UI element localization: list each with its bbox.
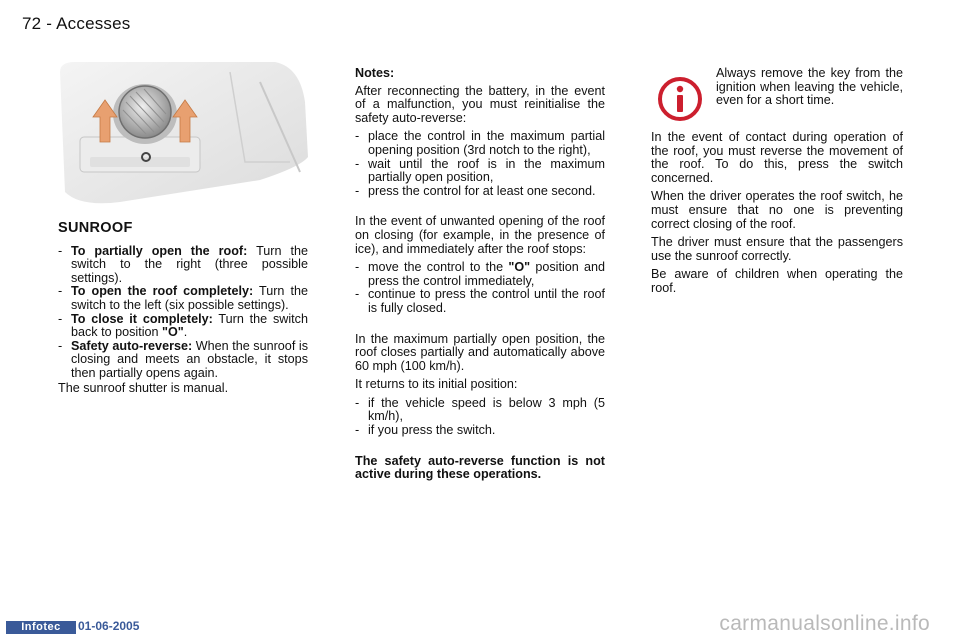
bullet-dash: - (355, 129, 360, 144)
position-code: "O" (162, 325, 184, 340)
sunroof-heading: SUNROOF (58, 220, 133, 236)
list-item (355, 130, 605, 157)
list-item (355, 261, 605, 288)
info-section (651, 131, 903, 301)
header-separator: - (46, 14, 53, 33)
bullet-dash: - (58, 243, 63, 258)
bullet-dash: - (355, 395, 360, 410)
list-item (355, 424, 605, 438)
bullet-dash: - (58, 284, 63, 299)
list-item (355, 397, 605, 424)
bullet-dash: - (355, 260, 360, 275)
bullet-dash: - (58, 338, 63, 353)
shutter-text: The sunroof shutter is manual. (58, 380, 229, 395)
list-item (355, 158, 605, 185)
watermark: carmanualsonline.info (719, 612, 930, 635)
returns-intro: It returns to its initial position: (355, 377, 518, 392)
list-item (58, 313, 308, 340)
step-text: move the control to the (368, 260, 509, 275)
page-number: 72 (22, 14, 42, 33)
key-reminder-text: Always remove the key from the ignition when leaving the vehicle, even for a short time. (716, 66, 903, 108)
returns-steps (355, 397, 605, 438)
step-text: press the control for at least one second. (368, 183, 596, 198)
info-paragraph: When the driver operates the roof switch, he must ensure that no one is preventing correct closing of the roof. (651, 189, 903, 231)
page-header (22, 14, 130, 34)
bullet-dash: - (355, 423, 360, 438)
sunroof-switch-illustration (60, 62, 310, 210)
sunroof-section (58, 222, 308, 400)
step-text: wait until the roof is in the maximum partially open position, (368, 156, 605, 185)
section-title: Accesses (56, 14, 131, 33)
infotec-badge: Infotec (6, 621, 76, 634)
bullet-dash: - (355, 183, 360, 198)
position-code: "O" (508, 260, 531, 275)
step-text: place the control in the maximum partial opening position (3rd notch to the right), (368, 129, 605, 157)
instruction-text: Turn the switch to the right (three possible settings). (71, 243, 308, 285)
instruction-text-end: . (183, 325, 188, 340)
info-paragraph: In the event of contact during operation of the roof, you must reverse the movement of the roof. To do this, press the switch concerned. (651, 130, 903, 185)
notes-intro: After reconnecting the battery, in the event of a malfunction, you must reinitialise the safety auto-reverse: (355, 83, 605, 125)
notes-section (355, 67, 605, 487)
step-text: continue to press the control until the roof is fully closed. (368, 287, 605, 315)
list-item (58, 285, 308, 312)
list-item (58, 245, 308, 286)
unwanted-opening-intro: In the event of unwanted opening of the roof on closing (for example, in the presence of ice), and immediately after the roof stops: (355, 214, 605, 256)
notes-heading: Notes: (355, 66, 395, 80)
instruction-label: To close it completely: (71, 311, 213, 326)
bullet-dash: - (58, 311, 63, 326)
instruction-text: Turn the switch back to position (71, 311, 308, 340)
step-text-end: position and press the control immediately, (368, 260, 606, 288)
auto-close-text: In the maximum partially open position, the roof closes partially and automatically above 60 mph (100 km/h). (355, 331, 605, 373)
info-paragraph: Be aware of children when operating the roof. (651, 267, 903, 295)
instruction-text: When the sunroof is closing and meets an obstacle, it stops then partially opens again. (71, 338, 308, 380)
sunroof-instructions (58, 245, 308, 381)
list-item (355, 288, 605, 315)
unwanted-opening-steps (355, 261, 605, 315)
instruction-label: Safety auto-reverse: (71, 338, 193, 353)
info-paragraph: The driver must ensure that the passengers use the sunroof correctly. (651, 235, 903, 263)
list-item (58, 340, 308, 381)
instruction-text: Turn the switch to the left (six possible settings). (71, 284, 308, 312)
footer-date: 01-06-2005 (78, 619, 140, 633)
bullet-dash: - (355, 287, 360, 302)
instruction-label: To open the roof completely: (71, 284, 254, 299)
warning-text: The safety auto-reverse function is not active during these operations. (355, 453, 605, 482)
step-text: if you press the switch. (368, 423, 496, 438)
reset-steps (355, 130, 605, 198)
instruction-label: To partially open the roof: (71, 243, 248, 258)
list-item (355, 185, 605, 199)
step-text: if the vehicle speed is below 3 mph (5 km/h), (368, 395, 605, 424)
bullet-dash: - (355, 156, 360, 171)
info-icon (657, 76, 703, 122)
